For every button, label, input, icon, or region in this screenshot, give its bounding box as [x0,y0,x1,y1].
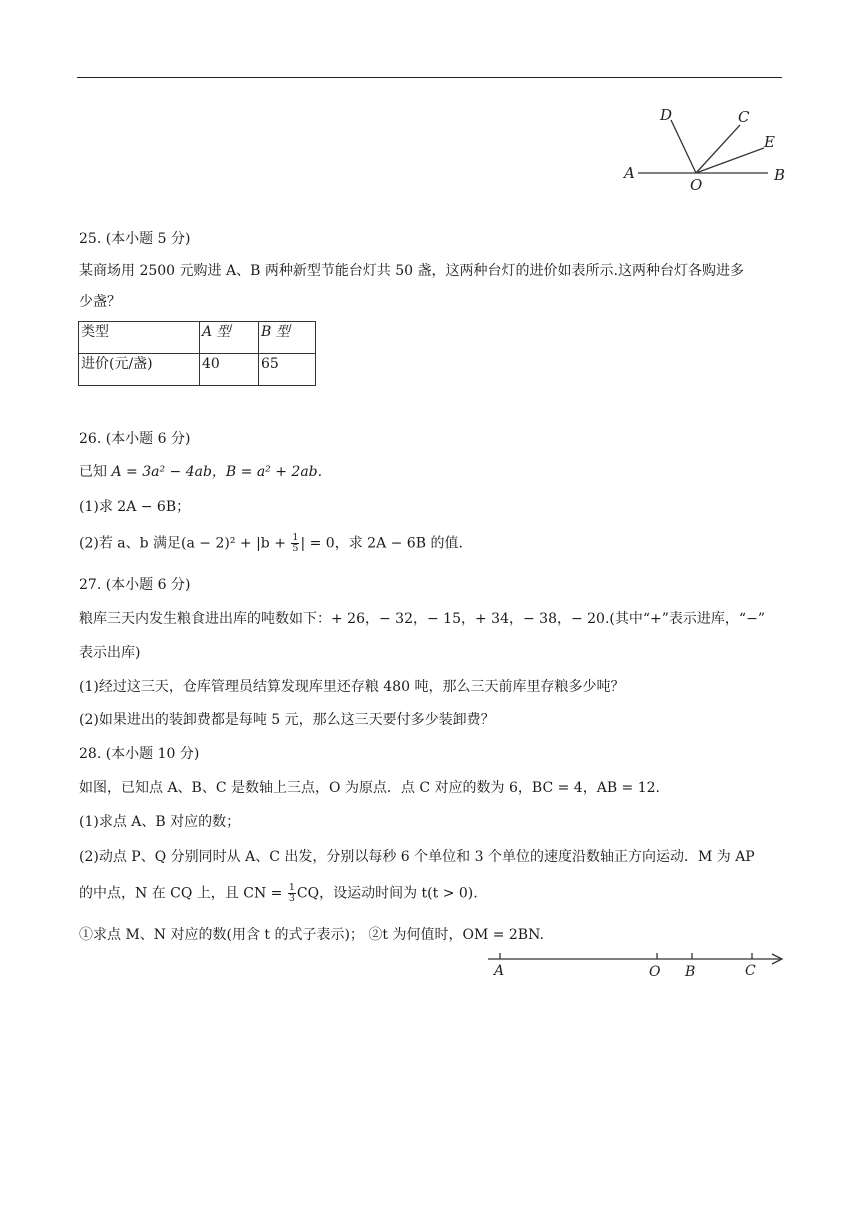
table-header-cell: 类型 [79,322,200,354]
ray-oc [696,125,740,173]
number-line-figure [480,945,790,985]
label-d: D [660,106,673,124]
q26-given [79,462,322,482]
fraction-numerator: 1 [288,882,295,893]
q25-heading: 25. (本小题 5 分) [79,231,191,247]
label-a: A [494,963,505,979]
table-cell: 进价(元/盏) [79,354,200,386]
table-header-cell: A 型 [200,322,259,354]
table-header-cell: B 型 [259,322,316,354]
q25-text-2: 少盏？ [79,294,121,310]
q28-part2-line-1: (2)动点 P、Q 分别同时从 A、C 出发，分别以每秒 6 个单位和 3 个单位的速度沿数轴正方向运动．M 为 AP [79,849,755,865]
q26-part2-prefix: (2)若 a、b 满足(a − 2)² + |b + [79,535,291,552]
q26-part1: (1)求 2A − 6B； [79,499,191,515]
table-cell: 65 [259,354,316,386]
fraction-denominator: 3 [288,893,295,904]
fraction-numerator: 1 [292,532,299,543]
fraction-denominator: 5 [292,543,299,554]
q27-line-1: 粮库三天内发生粮食进出库的吨数如下：+ 26，− 32，− 15，+ 34，− 38，− 20.(其中“+”表示进库，“−” [79,611,765,627]
q26-given-prefix: 已知 [79,464,112,480]
label-c: C [745,963,756,979]
q28-part2-suffix: CQ，设运动时间为 t(t > 0). [296,885,478,902]
label-c: C [738,108,750,126]
q28-line-1: 如图，已知点 A、B、C 是数轴上三点，O 为原点．点 C 对应的数为 6，BC = 4，AB = 12. [79,780,660,796]
price-table [78,321,316,386]
q28-part1: (1)求点 A、B 对应的数； [79,814,241,830]
fraction [288,883,296,904]
label-o: O [649,964,661,980]
table-header-row [79,322,316,354]
q27-part1: (1)经过这三天，仓库管理员结算发现库里还存粮 480 吨，那么三天前库里存粮多少吨？ [79,679,625,695]
q27-line-2: 表示出库) [79,645,141,661]
label-b: B [685,964,696,980]
q28-heading: 28. (本小题 10 分) [79,746,200,762]
label-o: O [690,176,703,192]
q27-part2: (2)如果进出的装卸费都是每吨 5 元，那么这三天要付多少装卸费？ [79,712,495,728]
q28-sub: ①求点 M、N 对应的数(用含 t 的式子表示)； ②t 为何值时，OM = 2BN. [79,927,544,943]
label-b: B [774,166,786,184]
q26-given-formula: A = 3a² − 4ab，B = a² + 2ab. [111,464,323,480]
fraction [291,533,299,554]
label-e: E [764,133,775,151]
q27-heading: 27. (本小题 6 分) [79,577,191,593]
header-rule [77,77,782,78]
q26-heading: 26. (本小题 6 分) [79,431,191,447]
angle-figure [618,100,798,192]
table-cell: 40 [200,354,259,386]
q25-text-1: 某商场用 2500 元购进 A、B 两种新型节能台灯共 50 盏，这两种台灯的进价如表所示.这两种台灯各购进多 [79,263,744,279]
ray-oe [696,148,764,173]
ray-od [671,120,696,173]
q28-part2-line-2 [79,883,478,904]
q26-part2-suffix: | = 0，求 2A − 6B 的值. [300,535,463,552]
q28-part2-prefix: 的中点，N 在 CQ 上，且 CN = [79,885,287,902]
label-a: A [624,164,635,182]
q26-part2 [79,533,463,554]
table-row [79,354,316,386]
